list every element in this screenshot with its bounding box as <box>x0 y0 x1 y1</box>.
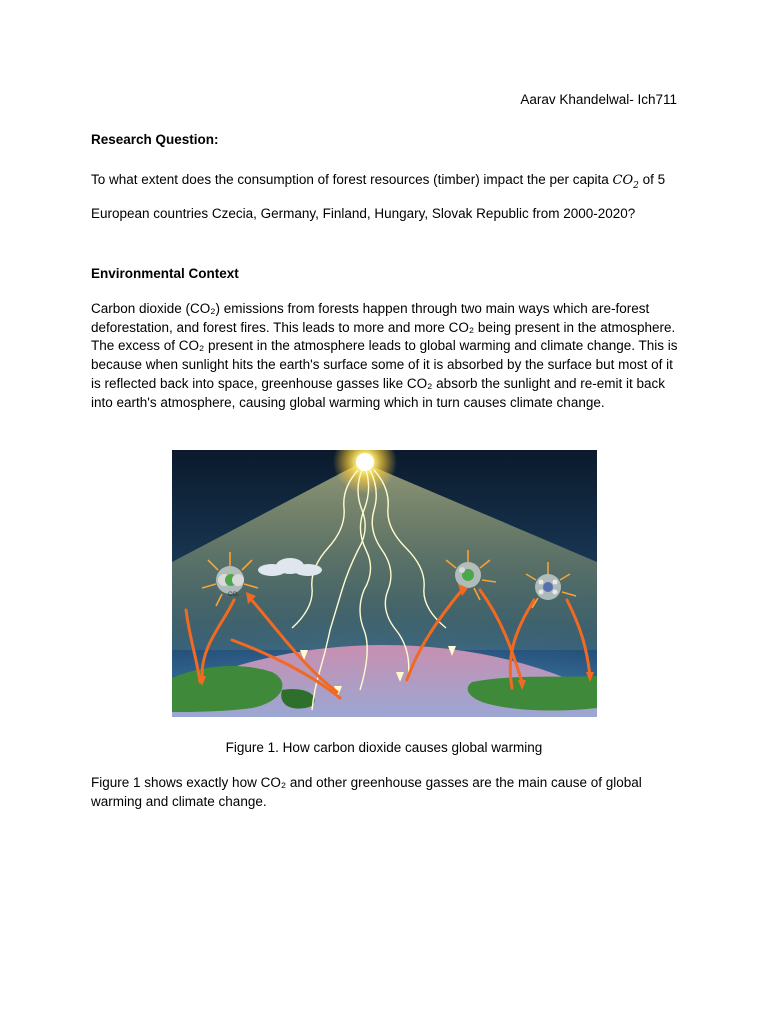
research-question-line1-suffix: of 5 <box>642 172 666 187</box>
sun-core <box>356 453 374 471</box>
research-question-heading: Research Question: <box>91 132 219 147</box>
environmental-context-heading: Environmental Context <box>91 266 239 281</box>
environmental-context-paragraph: Carbon dioxide (CO₂) emissions from forests happen through two main ways which are-forest deforestation, and forest fires. This leads to more and more CO₂ being present in the atmosphere. The excess of CO₂ present in the atmosphere leads to global warming and climate change. This is because when sunlight hits the earth's surface some of it is absorbed by the surface but most of it is reflected back into space, greenhouse gasses like CO₂ absorb the sunlight and re-emit it back into earth's atmosphere, causing global warming which in turn causes climate change. <box>91 301 678 410</box>
co2-formula: $CO_2$ <box>612 173 639 191</box>
h2o-molecule-right <box>455 562 481 588</box>
greenhouse-effect-illustration <box>172 450 597 717</box>
molecule-label: CO₂ <box>228 592 240 598</box>
research-question-line1-prefix: To what extent does the consumption of forest resources (timber) impact the per capita <box>91 172 609 187</box>
figure-caption: Figure 1. How carbon dioxide causes global warming <box>225 740 543 755</box>
greenhouse-effect-figure <box>172 450 597 717</box>
ch4-molecule-right <box>535 574 561 600</box>
author-line: Aarav Khandelwal- Ich711 <box>520 92 677 107</box>
research-question-text <box>91 166 681 227</box>
closing-paragraph: Figure 1 shows exactly how CO₂ and other greenhouse gasses are the main cause of global warming and climate change. <box>91 775 642 809</box>
research-question-line2: European countries Czecia, Germany, Finland, Hungary, Slovak Republic from 2000-2020? <box>91 206 636 221</box>
